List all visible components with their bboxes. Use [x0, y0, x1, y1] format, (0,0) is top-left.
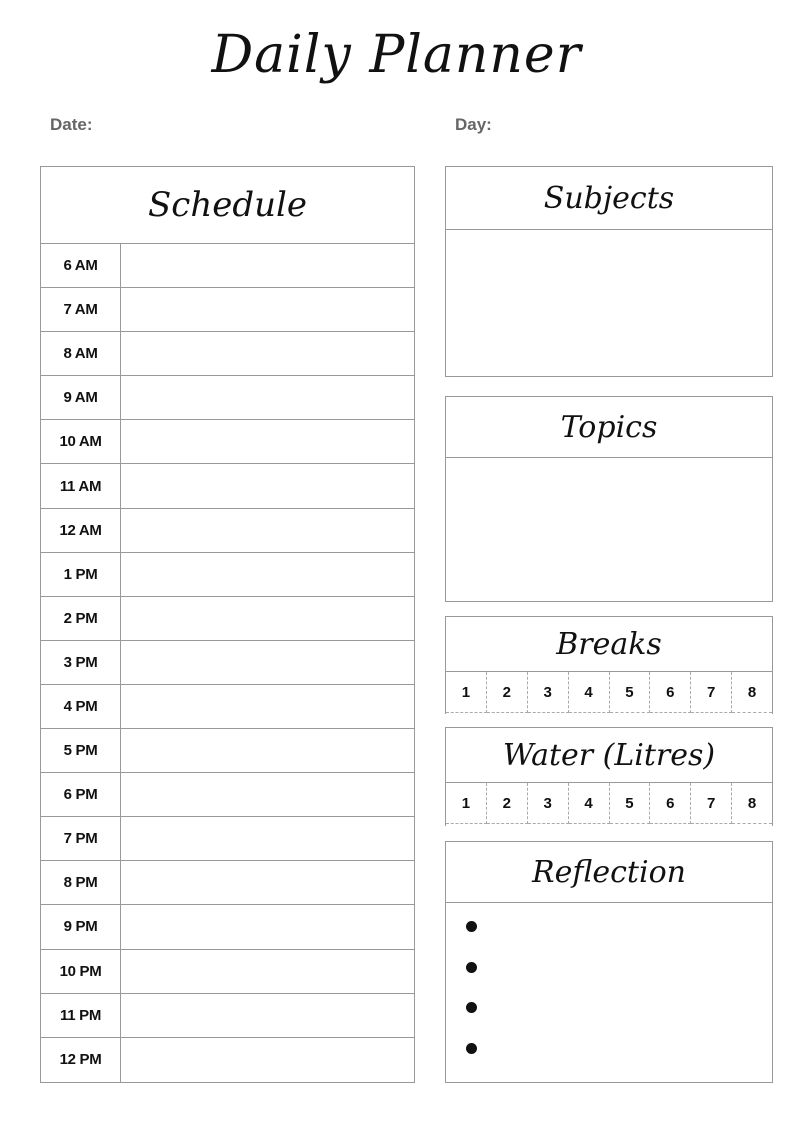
time-label: 1 PM	[41, 553, 121, 596]
schedule-entry[interactable]	[121, 817, 414, 860]
schedule-entry[interactable]	[121, 332, 414, 375]
schedule-entry[interactable]	[121, 905, 414, 948]
breaks-cell[interactable]: 3	[528, 672, 569, 713]
time-label: 9 PM	[41, 905, 121, 948]
breaks-tracker	[446, 672, 772, 713]
schedule-row	[41, 1038, 414, 1082]
time-label: 10 AM	[41, 420, 121, 463]
schedule-row	[41, 332, 414, 376]
schedule-entry[interactable]	[121, 773, 414, 816]
water-cell[interactable]: 7	[691, 783, 732, 824]
schedule-entry[interactable]	[121, 376, 414, 419]
breaks-panel	[445, 616, 773, 714]
water-cell[interactable]: 1	[446, 783, 487, 824]
schedule-row	[41, 553, 414, 597]
schedule-table	[40, 166, 415, 1083]
bullet-icon	[466, 1043, 477, 1054]
time-label: 7 AM	[41, 288, 121, 331]
reflection-title: Reflection	[446, 842, 772, 903]
time-label: 2 PM	[41, 597, 121, 640]
water-cell[interactable]: 4	[569, 783, 610, 824]
schedule-row	[41, 376, 414, 420]
breaks-cell[interactable]: 4	[569, 672, 610, 713]
time-label: 6 PM	[41, 773, 121, 816]
bullet-icon	[466, 962, 477, 973]
schedule-row	[41, 773, 414, 817]
reflection-panel	[445, 841, 773, 1083]
schedule-row	[41, 817, 414, 861]
topics-area[interactable]	[446, 458, 772, 601]
time-label: 8 PM	[41, 861, 121, 904]
schedule-entry[interactable]	[121, 553, 414, 596]
schedule-row	[41, 244, 414, 288]
schedule-entry[interactable]	[121, 244, 414, 287]
schedule-row	[41, 729, 414, 773]
schedule-entry[interactable]	[121, 994, 414, 1037]
subjects-area[interactable]	[446, 230, 772, 376]
schedule-row	[41, 950, 414, 994]
schedule-entry[interactable]	[121, 641, 414, 684]
water-cell[interactable]: 8	[732, 783, 772, 824]
schedule-entry[interactable]	[121, 861, 414, 904]
schedule-row	[41, 288, 414, 332]
breaks-cell[interactable]: 2	[487, 672, 528, 713]
bullet-icon	[466, 921, 477, 932]
water-cell[interactable]: 5	[610, 783, 651, 824]
topics-panel	[445, 396, 773, 602]
time-label: 9 AM	[41, 376, 121, 419]
time-label: 11 PM	[41, 994, 121, 1037]
schedule-entry[interactable]	[121, 420, 414, 463]
date-label: Date:	[50, 115, 93, 134]
time-label: 4 PM	[41, 685, 121, 728]
schedule-row	[41, 597, 414, 641]
breaks-cell[interactable]: 5	[610, 672, 651, 713]
schedule-entry[interactable]	[121, 685, 414, 728]
water-tracker	[446, 783, 772, 824]
schedule-entry[interactable]	[121, 950, 414, 993]
time-label: 8 AM	[41, 332, 121, 375]
water-title: Water (Litres)	[446, 728, 772, 783]
water-cell[interactable]: 2	[487, 783, 528, 824]
schedule-title: Schedule	[41, 167, 414, 244]
water-cell[interactable]: 3	[528, 783, 569, 824]
topics-title: Topics	[446, 397, 772, 458]
time-label: 3 PM	[41, 641, 121, 684]
breaks-cell[interactable]: 7	[691, 672, 732, 713]
page-title: Daily Planner	[211, 25, 582, 85]
water-panel	[445, 727, 773, 826]
breaks-cell[interactable]: 1	[446, 672, 487, 713]
breaks-cell[interactable]: 6	[650, 672, 691, 713]
time-label: 11 AM	[41, 464, 121, 507]
schedule-entry[interactable]	[121, 509, 414, 552]
bullet-icon	[466, 1002, 477, 1013]
reflection-list	[446, 903, 772, 1054]
schedule-entry[interactable]	[121, 288, 414, 331]
time-label: 10 PM	[41, 950, 121, 993]
time-label: 7 PM	[41, 817, 121, 860]
water-cell[interactable]: 6	[650, 783, 691, 824]
schedule-row	[41, 641, 414, 685]
schedule-entry[interactable]	[121, 464, 414, 507]
schedule-entry[interactable]	[121, 1038, 414, 1082]
schedule-rows	[41, 244, 414, 1082]
schedule-entry[interactable]	[121, 729, 414, 772]
time-label: 12 AM	[41, 509, 121, 552]
schedule-row	[41, 994, 414, 1038]
time-label: 12 PM	[41, 1038, 121, 1082]
schedule-row	[41, 464, 414, 508]
schedule-row	[41, 861, 414, 905]
time-label: 5 PM	[41, 729, 121, 772]
schedule-row	[41, 509, 414, 553]
breaks-title: Breaks	[446, 617, 772, 672]
breaks-cell[interactable]: 8	[732, 672, 772, 713]
schedule-row	[41, 420, 414, 464]
schedule-row	[41, 685, 414, 729]
subjects-title: Subjects	[446, 167, 772, 230]
schedule-row	[41, 905, 414, 949]
subjects-panel	[445, 166, 773, 377]
day-label: Day:	[455, 115, 492, 134]
schedule-entry[interactable]	[121, 597, 414, 640]
time-label: 6 AM	[41, 244, 121, 287]
